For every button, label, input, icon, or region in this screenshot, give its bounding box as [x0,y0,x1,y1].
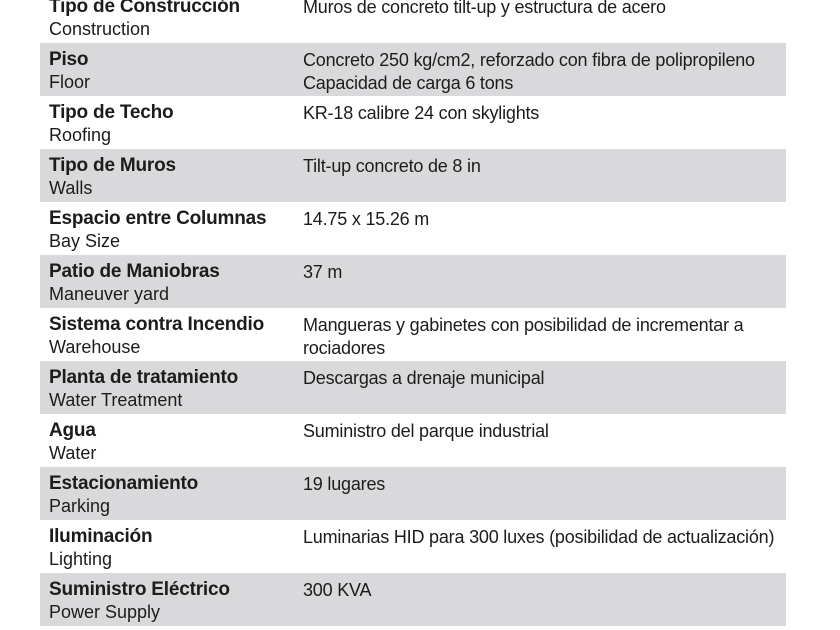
table-row-fire-system [40,308,786,361]
row-label [40,308,295,361]
row-label [40,361,295,414]
row-value: Descargas a drenaje municipal [303,368,545,388]
table-row-lighting [40,520,786,573]
row-value: Suministro del parque industrial [303,421,549,441]
label-spanish: Patio de Maniobras [49,261,220,282]
row-value: Concreto 250 kg/cm2, reforzado con fibra de polipropileno Capacidad de carga 6 tons [303,50,755,93]
row-label [40,520,295,573]
label-spanish: Tipo de Techo [49,102,174,123]
row-label [40,573,295,626]
table-row-roofing [40,96,786,149]
label-spanish: Iluminación [49,526,153,547]
label-english: Parking [49,496,111,516]
table-row-floor [40,43,786,96]
label-english: Lighting [49,549,113,569]
label-english: Power Supply [49,602,161,622]
label-english: Walls [49,178,93,198]
label-spanish: Suministro Eléctrico [49,579,230,600]
table-row-walls [40,149,786,202]
table-row-water [40,414,786,467]
table-row-construction [40,0,786,43]
label-spanish: Planta de tratamiento [49,367,239,388]
row-value: 37 m [303,262,343,282]
label-spanish: Tipo de Construcción [49,0,240,17]
row-value: Muros de concreto tilt-up y estructura de acero [303,0,666,17]
specifications-table [40,0,786,626]
row-label [40,255,295,308]
label-spanish: Estacionamiento [49,473,199,494]
label-spanish: Sistema contra Incendio [49,314,265,335]
label-english: Maneuver yard [49,284,170,304]
label-spanish: Piso [49,49,89,70]
row-value: KR-18 calibre 24 con skylights [303,103,540,123]
label-english: Bay Size [49,231,121,251]
table-row-water-treatment [40,361,786,414]
label-spanish: Agua [49,420,96,441]
row-value: Tilt-up concreto de 8 in [303,156,481,176]
label-english: Roofing [49,125,112,145]
row-label [40,0,295,43]
table-row-power-supply [40,573,786,626]
row-label [40,467,295,520]
row-value: 300 KVA [303,580,372,600]
row-label [40,43,295,96]
label-spanish: Tipo de Muros [49,155,176,176]
label-english: Warehouse [49,337,141,357]
row-label [40,414,295,467]
label-spanish: Espacio entre Columnas [49,208,267,229]
row-label [40,96,295,149]
row-value: 14.75 x 15.26 m [303,209,430,229]
row-value: Mangueras y gabinetes con posibilidad de incrementar a rociadores [303,315,744,358]
table-row-parking [40,467,786,520]
table-row-bay-size [40,202,786,255]
row-label [40,149,295,202]
row-value: Luminarias HID para 300 luxes (posibilidad de actualización) [303,527,775,547]
row-label [40,202,295,255]
row-value: 19 lugares [303,474,386,494]
label-english: Floor [49,72,91,92]
label-english: Water Treatment [49,390,183,410]
label-english: Water [49,443,97,463]
table-row-maneuver-yard [40,255,786,308]
label-english: Construction [49,19,151,39]
